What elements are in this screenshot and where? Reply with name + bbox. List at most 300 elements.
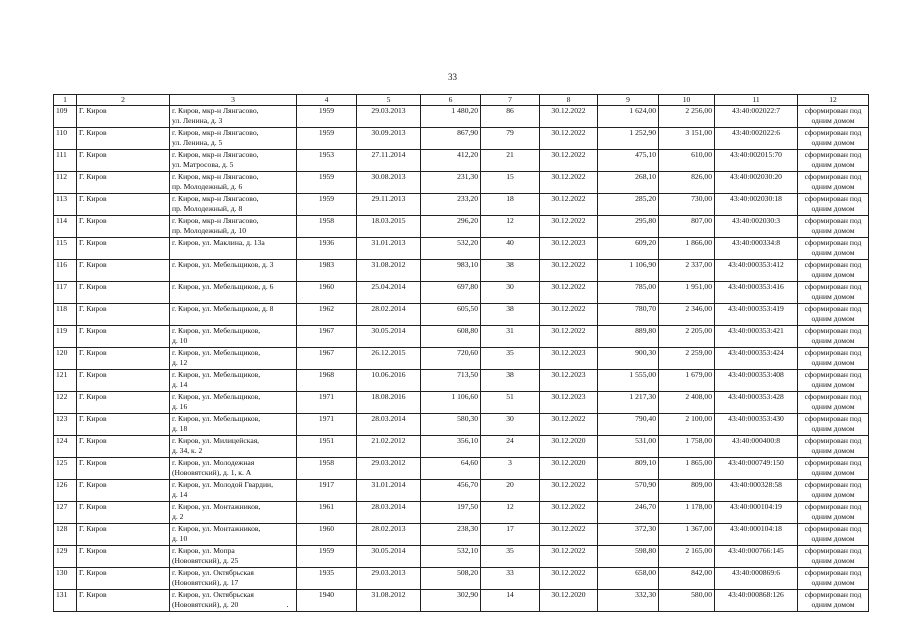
address-cell [170, 282, 297, 304]
address-line: г. Киров, ул. Молодежная [172, 458, 255, 467]
land-status-line: одним домом [811, 182, 855, 191]
land-status-cell [798, 480, 869, 502]
survey-date-cell: 31.08.2012 [357, 260, 421, 282]
survey-date-cell: 31.08.2012 [357, 590, 421, 612]
survey-date-cell: 30.05.2014 [357, 326, 421, 348]
row-number-cell: 113 [54, 194, 77, 216]
land-area-cell: 1 865,00 [659, 458, 715, 480]
cadastral-number-cell: 43:40:002022:7 [715, 106, 798, 128]
residents-count-cell: 79 [481, 128, 540, 150]
table-row [54, 546, 869, 568]
address-cell [170, 128, 297, 150]
land-area-cell: 3 151,00 [659, 128, 715, 150]
address-cell [170, 106, 297, 128]
land-status-cell [798, 524, 869, 546]
municipality-cell: Г. Киров [77, 524, 170, 546]
land-status-line: одним домом [811, 446, 855, 455]
land-status-line: сформирован под [804, 458, 862, 467]
row-number-cell: 130 [54, 568, 77, 590]
address-line: д. 10 [172, 534, 188, 543]
cadastral-number-cell: 43:40:000869:6 [715, 568, 798, 590]
area-total-cell: 238,30 [421, 524, 481, 546]
deadline-date-cell: 30.12.2022 [540, 260, 598, 282]
land-area-cell: 580,00 [659, 590, 715, 612]
area-living-cell: 285,20 [598, 194, 659, 216]
land-status-cell [798, 282, 869, 304]
survey-date-cell: 29.03.2012 [357, 458, 421, 480]
address-line: г. Киров, ул. Мебельщиков, [172, 348, 261, 357]
area-total-cell: 713,50 [421, 370, 481, 392]
deadline-date-cell: 30.12.2022 [540, 326, 598, 348]
residents-count-cell: 14 [481, 590, 540, 612]
address-cell [170, 194, 297, 216]
header-row [54, 95, 869, 106]
municipality-cell: Г. Киров [77, 282, 170, 304]
column-header-2: 2 [77, 95, 170, 106]
row-number-cell: 117 [54, 282, 77, 304]
survey-date-cell: 21.02.2012 [357, 436, 421, 458]
deadline-date-cell: 30.12.2022 [540, 282, 598, 304]
year-built-cell: 1959 [297, 172, 357, 194]
land-status-cell [798, 216, 869, 238]
residents-count-cell: 17 [481, 524, 540, 546]
municipality-cell: Г. Киров [77, 568, 170, 590]
row-number-cell: 109 [54, 106, 77, 128]
deadline-date-cell: 30.12.2020 [540, 590, 598, 612]
column-header-4: 4 [297, 95, 357, 106]
column-header-10: 10 [659, 95, 715, 106]
land-status-line: одним домом [811, 248, 855, 257]
municipality-cell: Г. Киров [77, 480, 170, 502]
land-status-cell [798, 502, 869, 524]
survey-date-cell: 30.05.2014 [357, 546, 421, 568]
area-living-cell: 1 106,90 [598, 260, 659, 282]
address-line: ул. Матросова, д. 5 [172, 160, 234, 169]
deadline-date-cell: 30.12.2022 [540, 568, 598, 590]
address-cell [170, 524, 297, 546]
row-number-cell: 111 [54, 150, 77, 172]
table-row [54, 458, 869, 480]
land-status-line: одним домом [811, 402, 855, 411]
row-number-cell: 119 [54, 326, 77, 348]
land-area-cell: 2 256,00 [659, 106, 715, 128]
address-cell [170, 238, 297, 260]
deadline-date-cell: 30.12.2022 [540, 524, 598, 546]
survey-date-cell: 31.01.2014 [357, 480, 421, 502]
land-status-line: одним домом [811, 358, 855, 367]
row-number-cell: 115 [54, 238, 77, 260]
year-built-cell: 1959 [297, 546, 357, 568]
residents-count-cell: 12 [481, 502, 540, 524]
land-status-cell [798, 128, 869, 150]
address-line: д. 14 [172, 380, 188, 389]
deadline-date-cell: 30.12.2022 [540, 150, 598, 172]
land-status-line: одним домом [811, 160, 855, 169]
address-line: г. Киров, ул. Мебельщиков, [172, 370, 261, 379]
address-line: г. Киров, мкр-н Лянгасово, [172, 106, 259, 115]
residents-count-cell: 38 [481, 370, 540, 392]
land-status-line: сформирован под [804, 348, 862, 357]
land-area-cell: 2 346,00 [659, 304, 715, 326]
row-number-cell: 127 [54, 502, 77, 524]
row-number-cell: 116 [54, 260, 77, 282]
land-status-cell [798, 106, 869, 128]
area-total-cell: 233,20 [421, 194, 481, 216]
municipality-cell: Г. Киров [77, 194, 170, 216]
table-row [54, 502, 869, 524]
land-status-line: сформирован под [804, 238, 862, 247]
column-header-8: 8 [540, 95, 598, 106]
land-area-cell: 826,00 [659, 172, 715, 194]
area-total-cell: 197,50 [421, 502, 481, 524]
land-area-cell: 2 205,00 [659, 326, 715, 348]
land-status-cell [798, 326, 869, 348]
cadastral-number-cell: 43:40:000353:416 [715, 282, 798, 304]
land-area-cell: 730,00 [659, 194, 715, 216]
row-number-cell: 120 [54, 348, 77, 370]
cadastral-number-cell: 43:40:000353:430 [715, 414, 798, 436]
land-status-cell [798, 436, 869, 458]
area-living-cell: 598,80 [598, 546, 659, 568]
deadline-date-cell: 30.12.2022 [540, 194, 598, 216]
column-header-3: 3 [170, 95, 297, 106]
municipality-cell: Г. Киров [77, 326, 170, 348]
cadastral-number-cell: 43:40:000328:58 [715, 480, 798, 502]
deadline-date-cell: 30.12.2022 [540, 128, 598, 150]
address-cell [170, 216, 297, 238]
cadastral-number-cell: 43:40:000353:421 [715, 326, 798, 348]
cadastral-number-cell: 43:40:000749:150 [715, 458, 798, 480]
survey-date-cell: 28.02.2013 [357, 524, 421, 546]
area-living-cell: 1 555,00 [598, 370, 659, 392]
table-row [54, 172, 869, 194]
table-body [54, 106, 869, 612]
land-area-cell: 2 165,00 [659, 546, 715, 568]
address-line: пр. Молодежный, д. 10 [172, 226, 247, 235]
address-line: г. Киров, мкр-н Лянгасово, [172, 216, 259, 225]
survey-date-cell: 27.11.2014 [357, 150, 421, 172]
survey-date-cell: 28.02.2014 [357, 304, 421, 326]
year-built-cell: 1962 [297, 304, 357, 326]
land-area-cell: 610,00 [659, 150, 715, 172]
housing-register-table [53, 94, 869, 612]
address-cell [170, 260, 297, 282]
address-line: ул. Ленина, д. 3 [172, 116, 223, 125]
area-total-cell: 580,30 [421, 414, 481, 436]
year-built-cell: 1983 [297, 260, 357, 282]
address-line: (Нововятский), д. 17 [172, 578, 239, 587]
table-row [54, 568, 869, 590]
area-living-cell: 785,00 [598, 282, 659, 304]
land-area-cell: 1 178,00 [659, 502, 715, 524]
area-living-cell: 531,00 [598, 436, 659, 458]
land-status-line: сформирован под [804, 436, 862, 445]
table-row [54, 260, 869, 282]
area-living-cell: 900,30 [598, 348, 659, 370]
deadline-date-cell: 30.12.2022 [540, 480, 598, 502]
land-status-cell [798, 392, 869, 414]
deadline-date-cell: 30.12.2022 [540, 304, 598, 326]
address-line: г. Киров, ул. Октябрьская [172, 590, 254, 599]
municipality-cell: Г. Киров [77, 348, 170, 370]
residents-count-cell: 15 [481, 172, 540, 194]
survey-date-cell: 28.03.2014 [357, 502, 421, 524]
residents-count-cell: 20 [481, 480, 540, 502]
municipality-cell: Г. Киров [77, 590, 170, 612]
address-cell [170, 304, 297, 326]
address-cell [170, 436, 297, 458]
land-status-line: сформирован под [804, 128, 862, 137]
address-line: г. Киров, ул. Мебельщиков, [172, 326, 261, 335]
address-cell [170, 172, 297, 194]
land-status-line: сформирован под [804, 524, 862, 533]
year-built-cell: 1958 [297, 216, 357, 238]
residents-count-cell: 12 [481, 216, 540, 238]
land-status-cell [798, 304, 869, 326]
land-status-line: сформирован под [804, 304, 862, 313]
area-total-cell: 532,10 [421, 546, 481, 568]
cadastral-number-cell: 43:40:000400:8 [715, 436, 798, 458]
survey-date-cell: 18.08.2016 [357, 392, 421, 414]
land-status-line: сформирован под [804, 282, 862, 291]
land-status-line: сформирован под [804, 194, 862, 203]
address-line: г. Киров, мкр-н Лянгасово, [172, 172, 259, 181]
land-status-line: одним домом [811, 512, 855, 521]
address-line: г. Киров, ул. Маклина, д. 13а [172, 238, 265, 247]
municipality-cell: Г. Киров [77, 502, 170, 524]
row-number-cell: 121 [54, 370, 77, 392]
residents-count-cell: 31 [481, 326, 540, 348]
municipality-cell: Г. Киров [77, 260, 170, 282]
land-area-cell: 2 100,00 [659, 414, 715, 436]
survey-date-cell: 29.11.2013 [357, 194, 421, 216]
page-number: 33 [448, 72, 457, 82]
address-line: г. Киров, ул. Мебельщиков, д. 3 [172, 260, 274, 269]
address-line: пр. Молодежный, д. 8 [172, 204, 243, 213]
area-total-cell: 508,20 [421, 568, 481, 590]
year-built-cell: 1951 [297, 436, 357, 458]
address-line: д. 18 [172, 424, 188, 433]
year-built-cell: 1953 [297, 150, 357, 172]
survey-date-cell: 18.03.2015 [357, 216, 421, 238]
year-built-cell: 1967 [297, 348, 357, 370]
land-status-cell [798, 194, 869, 216]
area-total-cell: 1 106,60 [421, 392, 481, 414]
survey-date-cell: 29.03.2013 [357, 568, 421, 590]
land-status-line: одним домом [811, 336, 855, 345]
address-line: д. 14 [172, 490, 188, 499]
cadastral-number-cell: 43:40:000353:419 [715, 304, 798, 326]
address-line: г. Киров, ул. Монтажников, [172, 524, 261, 533]
cadastral-number-cell: 43:40:000104:18 [715, 524, 798, 546]
address-line: г. Киров, ул. Молодой Гвардии, [172, 480, 274, 489]
land-status-line: одним домом [811, 600, 855, 609]
address-line: (Нововятский), д. 20 [172, 600, 239, 609]
table-row [54, 304, 869, 326]
land-status-line: одним домом [811, 468, 855, 477]
row-number-cell: 110 [54, 128, 77, 150]
residents-count-cell: 18 [481, 194, 540, 216]
area-total-cell: 608,80 [421, 326, 481, 348]
year-built-cell: 1971 [297, 414, 357, 436]
land-status-line: сформирован под [804, 392, 862, 401]
deadline-date-cell: 30.12.2023 [540, 392, 598, 414]
year-built-cell: 1917 [297, 480, 357, 502]
table-row [54, 392, 869, 414]
cadastral-number-cell: 43:40:002030:3 [715, 216, 798, 238]
land-status-line: одним домом [811, 292, 855, 301]
land-area-cell: 2 337,00 [659, 260, 715, 282]
land-area-cell: 807,00 [659, 216, 715, 238]
area-living-cell: 658,00 [598, 568, 659, 590]
area-living-cell: 1 217,30 [598, 392, 659, 414]
address-line: г. Киров, ул. Мопра [172, 546, 235, 555]
area-living-cell: 332,30 [598, 590, 659, 612]
address-line: г. Киров, мкр-н Лянгасово, [172, 150, 259, 159]
table-row [54, 348, 869, 370]
municipality-cell: Г. Киров [77, 238, 170, 260]
table-row [54, 282, 869, 304]
address-line: г. Киров, ул. Мебельщиков, д. 8 [172, 304, 274, 313]
row-number-cell: 114 [54, 216, 77, 238]
scan-dot [287, 606, 288, 607]
land-area-cell: 809,00 [659, 480, 715, 502]
row-number-cell: 124 [54, 436, 77, 458]
address-line: пр. Молодежный, д. 6 [172, 182, 243, 191]
municipality-cell: Г. Киров [77, 304, 170, 326]
area-living-cell: 246,70 [598, 502, 659, 524]
column-header-12: 12 [798, 95, 869, 106]
address-line: г. Киров, ул. Мебельщиков, д. 6 [172, 282, 274, 291]
residents-count-cell: 30 [481, 414, 540, 436]
land-status-line: одним домом [811, 424, 855, 433]
residents-count-cell: 40 [481, 238, 540, 260]
land-area-cell: 1 758,00 [659, 436, 715, 458]
column-header-9: 9 [598, 95, 659, 106]
residents-count-cell: 24 [481, 436, 540, 458]
area-living-cell: 1 252,90 [598, 128, 659, 150]
land-status-line: одним домом [811, 534, 855, 543]
address-line: г. Киров, ул. Монтажников, [172, 502, 261, 511]
area-total-cell: 697,80 [421, 282, 481, 304]
address-line: д. 2 [172, 512, 184, 521]
land-status-cell [798, 458, 869, 480]
land-status-cell [798, 172, 869, 194]
cadastral-number-cell: 43:40:000353:408 [715, 370, 798, 392]
survey-date-cell: 25.04.2014 [357, 282, 421, 304]
area-total-cell: 1 480,20 [421, 106, 481, 128]
survey-date-cell: 10.06.2016 [357, 370, 421, 392]
land-status-line: одним домом [811, 226, 855, 235]
land-area-cell: 1 951,00 [659, 282, 715, 304]
table-row [54, 414, 869, 436]
survey-date-cell: 31.01.2013 [357, 238, 421, 260]
area-living-cell: 570,90 [598, 480, 659, 502]
table-row [54, 370, 869, 392]
year-built-cell: 1961 [297, 502, 357, 524]
year-built-cell: 1971 [297, 392, 357, 414]
column-header-11: 11 [715, 95, 798, 106]
area-living-cell: 372,30 [598, 524, 659, 546]
deadline-date-cell: 30.12.2022 [540, 216, 598, 238]
address-line: д. 16 [172, 402, 188, 411]
year-built-cell: 1960 [297, 524, 357, 546]
table-row [54, 238, 869, 260]
residents-count-cell: 38 [481, 260, 540, 282]
address-cell [170, 392, 297, 414]
table-row [54, 150, 869, 172]
area-total-cell: 983,10 [421, 260, 481, 282]
address-cell [170, 590, 297, 612]
table-row [54, 524, 869, 546]
municipality-cell: Г. Киров [77, 370, 170, 392]
address-line: г. Киров, мкр-н Лянгасово, [172, 194, 259, 203]
deadline-date-cell: 30.12.2023 [540, 238, 598, 260]
land-status-line: одним домом [811, 138, 855, 147]
land-status-line: одним домом [811, 578, 855, 587]
land-status-line: сформирован под [804, 106, 862, 115]
cadastral-number-cell: 43:40:000104:19 [715, 502, 798, 524]
table-row [54, 590, 869, 612]
land-status-line: сформирован под [804, 326, 862, 335]
land-status-line: одним домом [811, 556, 855, 565]
area-total-cell: 456,70 [421, 480, 481, 502]
land-status-cell [798, 546, 869, 568]
residents-count-cell: 3 [481, 458, 540, 480]
municipality-cell: Г. Киров [77, 414, 170, 436]
deadline-date-cell: 30.12.2023 [540, 370, 598, 392]
residents-count-cell: 30 [481, 282, 540, 304]
land-status-cell [798, 348, 869, 370]
land-status-cell [798, 260, 869, 282]
area-total-cell: 356,10 [421, 436, 481, 458]
row-number-cell: 125 [54, 458, 77, 480]
survey-date-cell: 30.09.2013 [357, 128, 421, 150]
land-status-line: сформирован под [804, 568, 862, 577]
residents-count-cell: 38 [481, 304, 540, 326]
deadline-date-cell: 30.12.2022 [540, 414, 598, 436]
area-living-cell: 609,20 [598, 238, 659, 260]
area-total-cell: 412,20 [421, 150, 481, 172]
address-cell [170, 348, 297, 370]
address-cell [170, 502, 297, 524]
row-number-cell: 112 [54, 172, 77, 194]
land-status-line: сформирован под [804, 502, 862, 511]
area-living-cell: 1 624,00 [598, 106, 659, 128]
year-built-cell: 1968 [297, 370, 357, 392]
table-row [54, 326, 869, 348]
deadline-date-cell: 30.12.2020 [540, 436, 598, 458]
address-line: (Нововятский), д. 1, к. А [172, 468, 252, 477]
row-number-cell: 122 [54, 392, 77, 414]
municipality-cell: Г. Киров [77, 458, 170, 480]
row-number-cell: 128 [54, 524, 77, 546]
area-living-cell: 475,10 [598, 150, 659, 172]
row-number-cell: 118 [54, 304, 77, 326]
area-total-cell: 296,20 [421, 216, 481, 238]
year-built-cell: 1959 [297, 106, 357, 128]
municipality-cell: Г. Киров [77, 392, 170, 414]
land-status-line: сформирован под [804, 150, 862, 159]
cadastral-number-cell: 43:40:000353:428 [715, 392, 798, 414]
cadastral-number-cell: 43:40:002030:18 [715, 194, 798, 216]
land-area-cell: 1 866,00 [659, 238, 715, 260]
land-area-cell: 2 408,00 [659, 392, 715, 414]
area-total-cell: 605,50 [421, 304, 481, 326]
address-cell [170, 414, 297, 436]
survey-date-cell: 28.03.2014 [357, 414, 421, 436]
address-cell [170, 458, 297, 480]
